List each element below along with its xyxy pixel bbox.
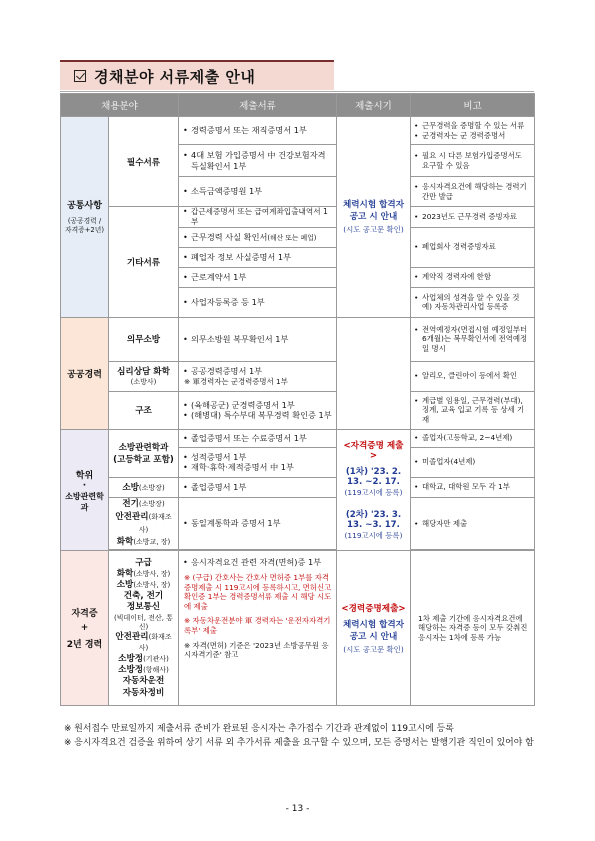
table-row: [61, 551, 535, 706]
doc-cell: • 갑근세증명서 또는 급여계좌입출내역서 1부: [179, 207, 337, 228]
doc-cell: • 4대 보험 가입증명서 中 건강보험자격득실확인서 1부: [179, 145, 337, 177]
title-divider: [60, 91, 534, 92]
checkbox-icon: [74, 70, 86, 82]
table-row: [61, 429, 535, 447]
category-public: 공공경력: [61, 317, 109, 429]
remark-cell: • 미졸업자(4년제): [411, 447, 535, 477]
timing-public: [337, 317, 411, 429]
header-documents: 제출서류: [179, 94, 337, 117]
doc-cell: • 폐업자 정보 사실증명서 1부: [179, 247, 337, 267]
remark-cell: 1차 제출 기간에 응시자격요건에 해당하는 자격증 등이 모두 갖춰진 응시자는 1차에 등록 가능: [411, 551, 535, 706]
table-row: [61, 497, 535, 550]
table-row: [61, 317, 535, 361]
footnote: ※ 응시자격요건 검증을 위하여 상기 서류 외 추가서류 제출을 요구할 수 있으며, 모든 증명서는 발행기관 직인이 있어야 함: [64, 738, 534, 749]
doc-cell: • 근무경력 사실 확인서(해산 또는 폐업): [179, 227, 337, 247]
footnote: ※ 원서접수 만료일까지 제출서류 준비가 완료된 응시자는 추가접수 기간과 관계없이 119고시에 등록: [64, 724, 454, 734]
remark-cell: • 사업체의 성격을 알 수 있을 것 예) 자동차관리사업 등록증: [411, 287, 535, 317]
header-field: 채용분야: [61, 94, 179, 117]
field-label: 의무소방: [109, 317, 179, 361]
doc-cell: • 동일계통학과 증명서 1부: [179, 497, 337, 550]
doc-cell: • 소득금액증명원 1부: [179, 177, 337, 207]
remark-cell: • 계약직 경력자에 한함: [411, 267, 535, 287]
timing-license: <경력증명제출> 체력시험 합격자 공고 시 안내 (시도 공고문 확인): [337, 551, 411, 706]
field-label: 구조: [109, 391, 179, 429]
other-docs-label: 기타서류: [109, 207, 179, 318]
doc-cell: • 졸업증명서 1부: [179, 477, 337, 497]
category-degree: 학위 · 소방관련학과: [61, 429, 109, 551]
category-license: 자격증 + 2년 경력: [61, 551, 109, 706]
remark-cell: • 알리오, 클린아이 등에서 확인: [411, 361, 535, 391]
timing-general: 체력시험 합격자 공고 시 안내 (시도 공고문 확인): [337, 117, 411, 318]
field-label: 심리상담 화학 (소방사): [109, 361, 179, 391]
page-number: - 13 -: [285, 804, 310, 814]
field-label: 전기(소방장) 안전관리(화재조사) 화학(소방교, 장): [109, 497, 179, 550]
footnotes: [64, 722, 556, 751]
section-title-text: 경채분야 서류제출 안내: [94, 67, 256, 86]
header-timing: 제출시기: [337, 94, 411, 117]
doc-cell: • 공공경력증명서 1부 ※ 軍경력자는 군경력증명서 1부: [179, 361, 337, 391]
remark-cell: • 졸업자(고등학교, 2~4년제): [411, 429, 535, 447]
timing-degree: <자격증명 제출> (1차) '23. 2. 13. ~2. 17. (119고시에 등록) (2차) '23. 3. 13. ~3. 17. (119고시에 등록): [337, 429, 411, 551]
table-row: [61, 361, 535, 391]
remark-cell: • 계급별 임용일, 근무경력(부대), 징계, 교육 입교 기록 등 상세 기재: [411, 391, 535, 429]
doc-cell: • (육해공군) 군경력증명서 1부 • (해병대) 특수부대 복무경력 확인증 1부: [179, 391, 337, 429]
doc-cell: • 사업자등록증 등 1부: [179, 287, 337, 317]
doc-cell: • 경력증명서 또는 재직증명서 1부: [179, 117, 337, 145]
table-row: [61, 477, 535, 497]
remark-cell: • 2023년도 근무경력 증빙자료: [411, 207, 535, 228]
remark-cell: • 대학교, 대학원 모두 각 1부: [411, 477, 535, 497]
doc-cell: • 성적증명서 1부 • 재학·휴학·제적증명서 中 1부: [179, 447, 337, 477]
header-row: [61, 94, 535, 117]
field-label: 소방관련학과 (고등학교 포함): [109, 429, 179, 477]
remark-cell: • 응시자격요건에 해당하는 경력기간만 발급: [411, 177, 535, 207]
remark-cell: • 해당자만 제출: [411, 497, 535, 550]
license-fields: 구급 화학(소방사, 장) 소방(소방사, 장) 건축, 전기 정보통신 (빅데이터, 전산, 통신) 안전관리(화재조사) 소방정(기관사) 소방정(항해사) 자동차운전 자동차정비: [109, 551, 179, 706]
table-row: [61, 117, 535, 145]
document-table: [60, 93, 535, 706]
doc-cell: • 근로계약서 1부: [179, 267, 337, 287]
table-row: [61, 391, 535, 429]
remark-cell: • 필요 시 다른 보험가입증명서도 요구할 수 있음: [411, 145, 535, 177]
section-title: [60, 60, 334, 90]
remark-cell: • 전역예정자(면접시험 예정일부터 6개월)는 복무확인서에 전역예정일 명시: [411, 317, 535, 361]
doc-cell: • 의무소방원 복무확인서 1부: [179, 317, 337, 361]
header-remarks: 비고: [411, 94, 535, 117]
doc-cell: • 졸업증명서 또는 수료증명서 1부: [179, 429, 337, 447]
category-general: 공통사항 (공공경력 / 자격증+2년): [61, 117, 109, 318]
doc-cell: • 응시자격요건 관련 자격(면허)증 1부 ※ (구급) 간호사는 간호사 면허증 1부를 자격증명제출 시 119고시에 등록하시고, 면허신고확인증 1부는 경력증명서류 제출 시 해당 시도에 제출 ※ 자동차운전분야 軍 경력자는 '운전자자격기록부' 제출 ※ 자격(면허) 기준은 '2023년 소방공무원 응시자격기준' 참고: [179, 551, 337, 706]
required-docs-label: 필수서류: [109, 117, 179, 207]
remark-cell: • 근무경력을 증명할 수 있는 서류 • 군경력자는 군 경력증명서: [411, 117, 535, 145]
remark-cell: • 폐업회사 경력증빙자료: [411, 227, 535, 267]
table-row: [61, 207, 535, 228]
field-label: 소방(소방장): [109, 477, 179, 497]
